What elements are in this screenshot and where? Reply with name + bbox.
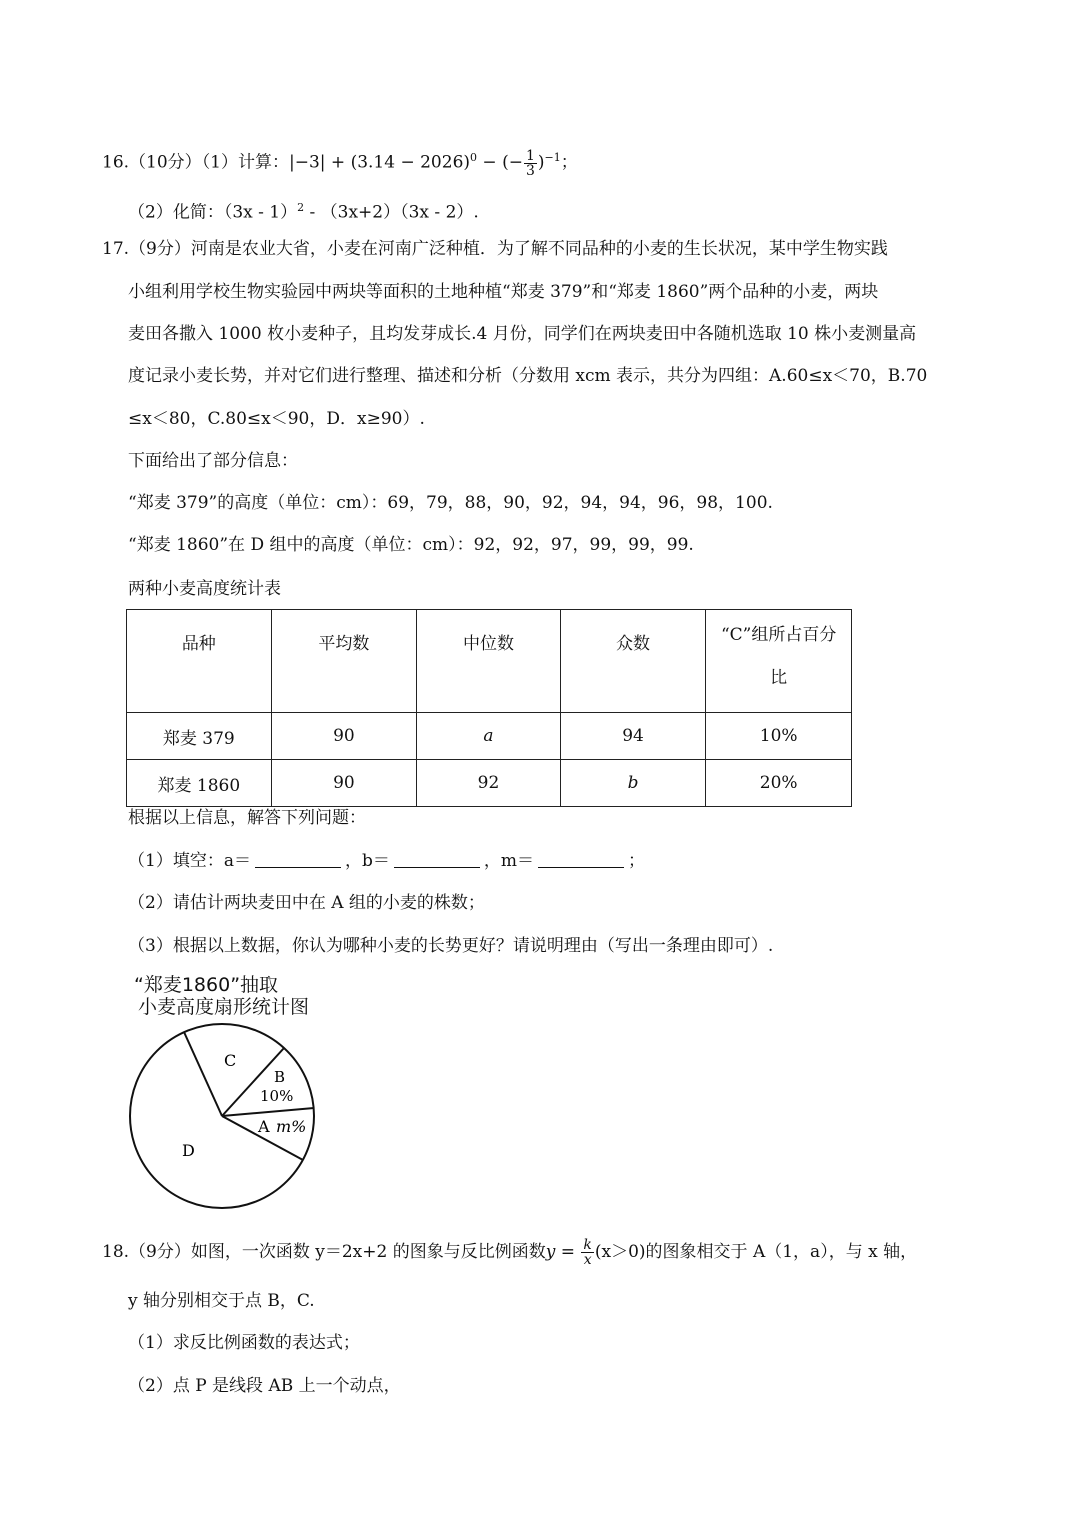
q18-line2: y 轴分别相交于点 B，C. [128, 1291, 315, 1311]
cell-median: 92 [417, 760, 561, 807]
fill-b-label: ，b＝ [344, 851, 390, 871]
q18-y-eq: y = [545, 1242, 575, 1262]
cell-c-percent: 20% [706, 760, 852, 807]
cell-variety: 郑麦 1860 [127, 760, 272, 807]
header-variety: 品种 [127, 610, 272, 713]
q16-part2-exp: 2 [297, 201, 305, 214]
header-mean: 平均数 [271, 610, 417, 713]
q16-part2-rest: - （3x+2）（3x - 2）. [304, 202, 479, 223]
q18-sub2: （2）点 P 是线段 AB 上一个动点， [128, 1376, 401, 1396]
pie-divider-dc [184, 1032, 222, 1116]
q17-line-1: 小组利用学校生物实验园中两块等面积的土地种植“郑麦 379”和“郑麦 1860”两个品种的小麦，两块 [128, 282, 879, 302]
q16-exp-zero: 0 [470, 151, 478, 164]
pie-label-c: C [224, 1051, 237, 1070]
q16-fraction [524, 149, 537, 178]
stats-table-header [127, 610, 852, 713]
q17-table-title: 两种小麦高度统计表 [128, 579, 281, 599]
header-mode: 众数 [560, 610, 706, 713]
q16-line2 [128, 196, 479, 225]
q16-part2: （2）化简：（3x - 1） [128, 202, 298, 223]
header-c-percent-line2: 比 [770, 668, 788, 688]
cell-median: a [417, 713, 561, 760]
q17-line-0: 17.（9分）河南是农业大省，小麦在河南广泛种植．为了解不同品种的小麦的生长状况，某中学生物实践 [102, 239, 888, 259]
header-c-percent [706, 610, 852, 713]
cell-mode: 94 [560, 713, 706, 760]
fill-a-label: （1）填空：a＝ [128, 851, 251, 871]
q17-fill-line [128, 849, 645, 873]
cell-mean: 90 [271, 713, 417, 760]
q16-frac-den: 3 [525, 162, 535, 179]
q16-number: 16. [102, 152, 130, 173]
pie-title-line1: “郑麦1860”抽取 [134, 974, 279, 996]
q17-info-2: “郑麦 1860”在 D 组中的高度（单位：cm）：92，92，97，99，99，99. [128, 535, 694, 555]
q18-frac-den: x [583, 1252, 592, 1268]
q16-line1 [102, 146, 578, 178]
cell-mean: 90 [271, 760, 417, 807]
fill-end: ； [627, 851, 645, 871]
pie-title-line2: 小麦高度扇形统计图 [138, 996, 310, 1018]
q17-sub3: （3）根据以上数据，你认为哪种小麦的长势更好？请说明理由（写出一条理由即可）. [128, 936, 774, 956]
table-row [127, 713, 852, 760]
q16-frac-num: 1 [525, 147, 535, 164]
q16-exp-neg1: −1 [544, 151, 561, 164]
q16-part1-label: （1）计算： [201, 152, 290, 173]
cell-mode: b [560, 760, 706, 807]
q17-info-1: “郑麦 379”的高度（单位：cm）：69，79，88，90，92，94，94，96，98，100. [128, 493, 773, 513]
pie-divider-ba [222, 1108, 314, 1116]
q17-info-intro: 下面给出了部分信息： [128, 451, 298, 471]
q17-line-3: 度记录小麦长势，并对它们进行整理、描述和分析（分数用 xcm 表示，共分为四组：A.60≤x＜70，B.70 [128, 366, 928, 386]
q17-line-2: 麦田各撒入 1000 枚小麦种子，且均发芽成长.4 月份，同学们在两块麦田中各随机选取 10 株小麦测量高 [128, 324, 917, 344]
q18-line1-b: (x＞0)的图象相交于 A（1，a），与 x 轴， [594, 1242, 918, 1262]
q16-end: ； [560, 152, 578, 173]
table-row [127, 760, 852, 807]
pie-label-b: B [274, 1068, 286, 1086]
cell-variety: 郑麦 379 [127, 713, 272, 760]
pie-label-d: D [182, 1141, 195, 1160]
q18-line1-a: 18.（9分）如图，一次函数 y＝2x+2 的图象与反比例函数 [102, 1242, 546, 1262]
header-median: 中位数 [417, 610, 561, 713]
fill-a-blank [255, 849, 341, 868]
q16-expr-c: ) [537, 152, 545, 173]
pie-label-b-pct: 10% [260, 1087, 294, 1105]
q18-fraction [581, 1238, 593, 1267]
q16-score: （10分） [129, 152, 202, 173]
q17-line-4: ≤x＜80，C.80≤x＜90，D．x≥90）. [128, 409, 425, 429]
fill-m-label: ，m＝ [483, 851, 534, 871]
q18-line1 [102, 1238, 917, 1267]
pie-label-a: A [258, 1117, 270, 1136]
q16-expr-b: − (− [477, 152, 523, 173]
fill-b-blank [394, 849, 480, 868]
q18-sub1: （1）求反比例函数的表达式； [128, 1333, 360, 1353]
q16-expr-a: |−3| + (3.14 − 2026) [289, 152, 471, 173]
q18-frac-num: k [583, 1237, 592, 1253]
cell-c-percent: 10% [706, 713, 852, 760]
q17-sub2: （2）请估计两块麦田中在 A 组的小麦的株数； [128, 893, 485, 913]
header-c-percent-line1: “C”组所占百分 [720, 625, 837, 645]
fill-m-blank [538, 849, 624, 868]
stats-table [126, 609, 852, 807]
q17-answer-intro: 根据以上信息，解答下列问题： [128, 808, 366, 828]
pie-chart [120, 1014, 330, 1219]
pie-label-a-pct: m% [276, 1117, 307, 1136]
